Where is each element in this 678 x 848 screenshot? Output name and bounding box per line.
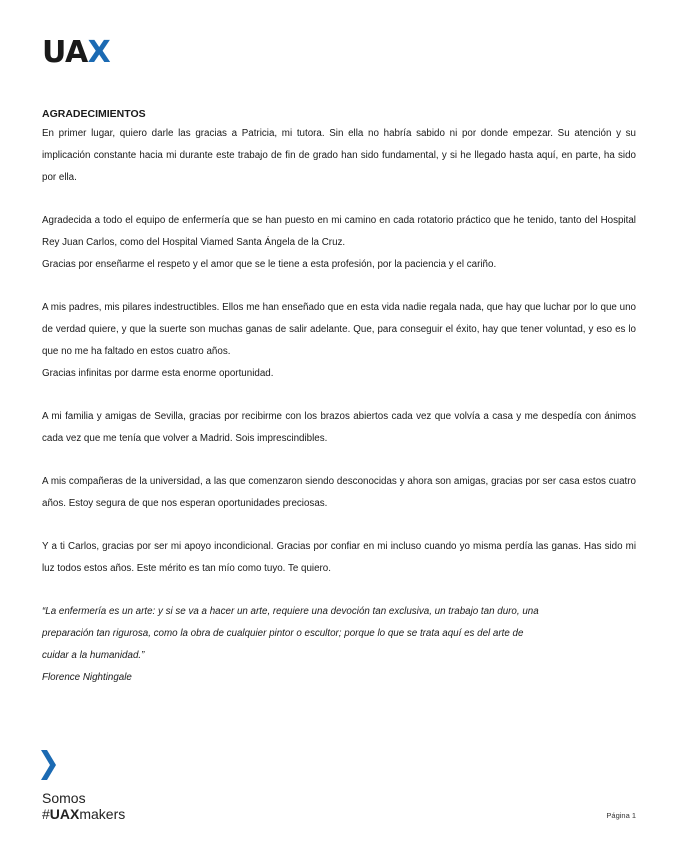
- page-title: AGRADECIMIENTOS: [42, 108, 146, 120]
- paragraph-family: [42, 406, 636, 450]
- paragraph-line: A mi familia y amigas de Sevilla, gracias por recibirme con los brazos abiertos cada vez que volvía a casa y me despedía con ánimos cada vez que me tenía que volver a Madrid. Sois imprescindibles.: [42, 411, 636, 444]
- quote-author: Florence Nightingale: [42, 672, 132, 683]
- hashtag: [42, 806, 125, 822]
- hashtag-prefix: #: [42, 806, 50, 822]
- paragraph-classmates: [42, 471, 636, 515]
- somos-uaxmakers-tagline: [42, 790, 125, 822]
- paragraph-line: Gracias por enseñarme el respeto y el amor que se le tiene a esta profesión, por la paciencia y el cariño.: [42, 259, 497, 270]
- paragraph-line: En primer lugar, quiero darle las gracias a Patricia, mi tutora. Sin ella no habría sabido ni por donde empezar. Su atención y su implicación constante hacia mi durante este trabajo de fin de grado han sido fundamental, y si he llegado hasta aquí, en parte, ha sido por ella.: [42, 128, 636, 183]
- paragraph-line: A mis compañeras de la universidad, a las que comenzaron siendo desconocidas y ahora son amigas, gracias por ser casa estos cuatro años. Estoy segura de que nos esperan oportunidades preciosas.: [42, 476, 636, 509]
- logo-x: X: [87, 35, 111, 70]
- paragraph-line: Agradecida a todo el equipo de enfermería que se han puesto en mi camino en cada rotatorio práctico que he tenido, tanto del Hospital Rey Juan Carlos, como del Hospital Viamed Santa Ángela de la Cruz.: [42, 215, 636, 248]
- logo-prefix: UA: [42, 35, 88, 70]
- paragraph-tutor: [42, 123, 636, 189]
- paragraph-carlos: [42, 536, 636, 580]
- paragraph-line: A mis padres, mis pilares indestructibles. Ellos me han enseñado que en esta vida nadie regala nada, que hay que luchar por lo que uno de verdad quiere, y que la suerte son muchas ganas de salir adelante. Que, para conseguir el éxito, hay que tener voluntad, y eso es lo que no me ha faltado en estos cuatro años.: [42, 302, 636, 357]
- document-body: [42, 106, 636, 689]
- chevron-right-icon: [40, 748, 58, 782]
- hashtag-bold: UAX: [49, 806, 80, 822]
- hashtag-suffix: makers: [79, 806, 126, 822]
- uax-logo: [42, 35, 111, 70]
- paragraph-line: Y a ti Carlos, gracias por ser mi apoyo incondicional. Gracias por confiar en mi incluso cuando yo misma perdía las ganas. Has sido mi luz todos estos años. Este mérito es tan mío como tuyo. Te quiero.: [42, 541, 636, 574]
- quote-text: “La enfermería es un arte: y si se va a hacer un arte, requiere una devoción tan exclusiva, un trabajo tan duro, una preparación tan rigurosa, como la obra de cualquier pintor o escultor; porque lo que se trata aquí es del arte de cuidar a la humanidad.”: [42, 606, 539, 661]
- somos-text: Somos: [42, 790, 86, 806]
- paragraph-nursing-team: [42, 210, 636, 276]
- page-number: Página 1: [606, 811, 636, 820]
- paragraph-line: Gracias infinitas por darme esta enorme oportunidad.: [42, 368, 274, 379]
- paragraph-parents: [42, 297, 636, 385]
